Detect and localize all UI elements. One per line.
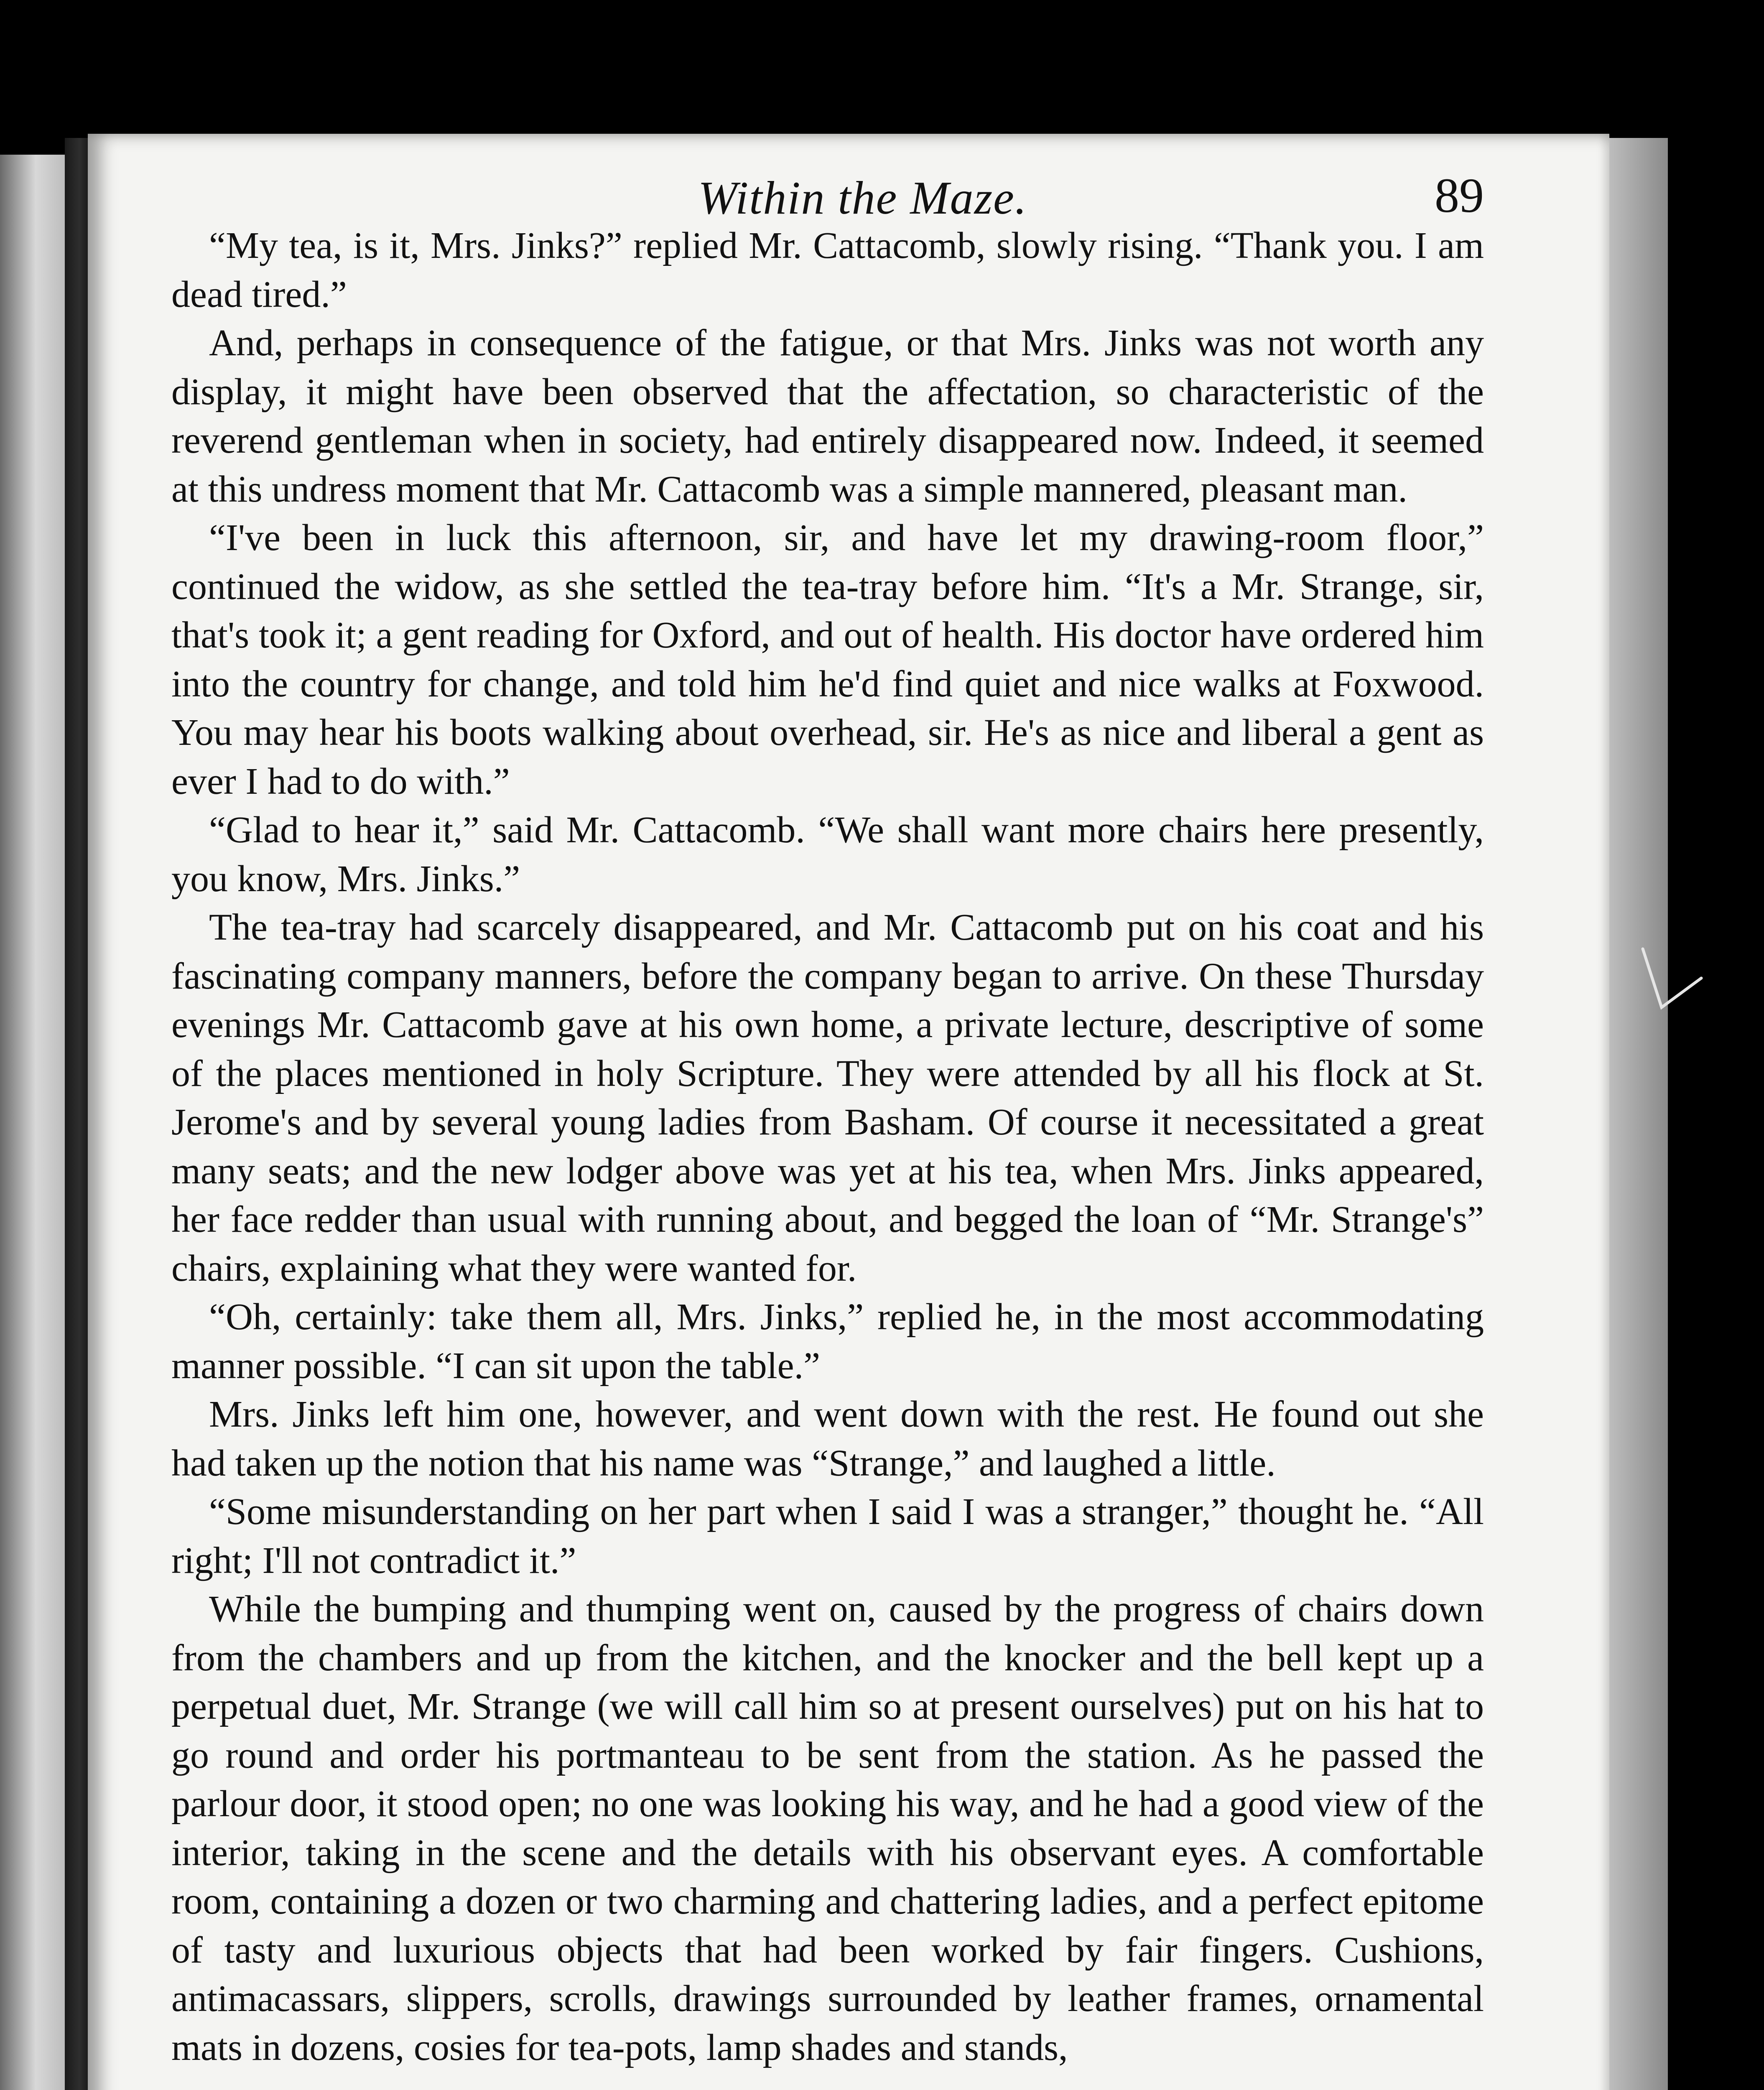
running-title: Within the Maze.	[698, 172, 1027, 224]
facing-page-edge	[0, 155, 65, 2090]
body-text	[171, 222, 1484, 2072]
paragraph: While the bumping and thumping went on, caused by the progress of chairs down from the chambers and up from the kitchen, and the knocker and the bell kept up a perpetual duet, Mr. Strange (we will call him so at present ourselves) put on his hat to go round and order his portmanteau to be sent from the station. As he passed the parlour door, it stood open; no one was looking his way, and he had a good view of the interior, taking in the scene and the details with his observant eyes. A comfortable room, containing a dozen or two charming and chattering ladies, and a perfect epitome of tasty and luxurious objects that had been worked by fair fingers. Cushions, antimacassars, slippers, scrolls, drawings surrounded by leather frames, ornamental mats in dozens, cosies for tea-pots, lamp shades and stands,	[171, 1588, 1484, 2068]
paragraph: “My tea, is it, Mrs. Jinks?” replied Mr. Cattacomb, slowly rising. “Thank you. I am dead tired.”	[171, 225, 1484, 315]
paragraph: “I've been in luck this afternoon, sir, and have let my drawing-room floor,” continued the widow, as she settled the tea-tray before him. “It's a Mr. Strange, sir, that's took it; a gent reading for Oxford, and out of health. His doctor have ordered him into the country for change, and told him he'd find quiet and nice walks at Foxwood. You may hear his boots walking about overhead, sir. He's as nice and liberal a gent as ever I had to do with.”	[171, 517, 1484, 802]
paragraph: “Glad to hear it,” said Mr. Cattacomb. “We shall want more chairs here presently, you know, Mrs. Jinks.”	[171, 809, 1484, 900]
pencil-check-mark	[1639, 940, 1705, 1066]
paragraph: The tea-tray had scarcely disappeared, and Mr. Cattacomb put on his coat and his fascinating company manners, before the company began to arrive. On these Thursday evenings Mr. Cattacomb gave at his own home, a private lecture, descriptive of some of the places mentioned in holy Scripture. They were attended by all his flock at St. Jerome's and by several young ladies from Basham. Of course it necessitated a great many seats; and the new lodger above was yet at his tea, when Mrs. Jinks appeared, her face redder than usual with running about, and begged the loan of “Mr. Strange's” chairs, explaining what they were wanted for.	[171, 907, 1484, 1289]
page-number: 89	[1435, 168, 1484, 223]
paragraph: And, perhaps in consequence of the fatigue, or that Mrs. Jinks was not worth any display, it might have been observed that the affectation, so characteristic of the reverend gentleman when in society, had entirely disappeared now. Indeed, it seemed at this undress moment that Mr. Cattacomb was a simple mannered, pleasant man.	[171, 322, 1484, 510]
paragraph: “Some misunderstanding on her part when I said I was a stranger,” thought he. “All right; I'll not contradict it.”	[171, 1491, 1484, 1581]
paragraph: “Oh, certainly: take them all, Mrs. Jinks,” replied he, in the most accommodating manner possible. “I can sit upon the table.”	[171, 1296, 1484, 1387]
paragraph: Mrs. Jinks left him one, however, and went down with the rest. He found out she had taken up the notion that his name was “Strange,” and laughed a little.	[171, 1394, 1484, 1484]
page-edge-shadow	[1609, 138, 1668, 2090]
